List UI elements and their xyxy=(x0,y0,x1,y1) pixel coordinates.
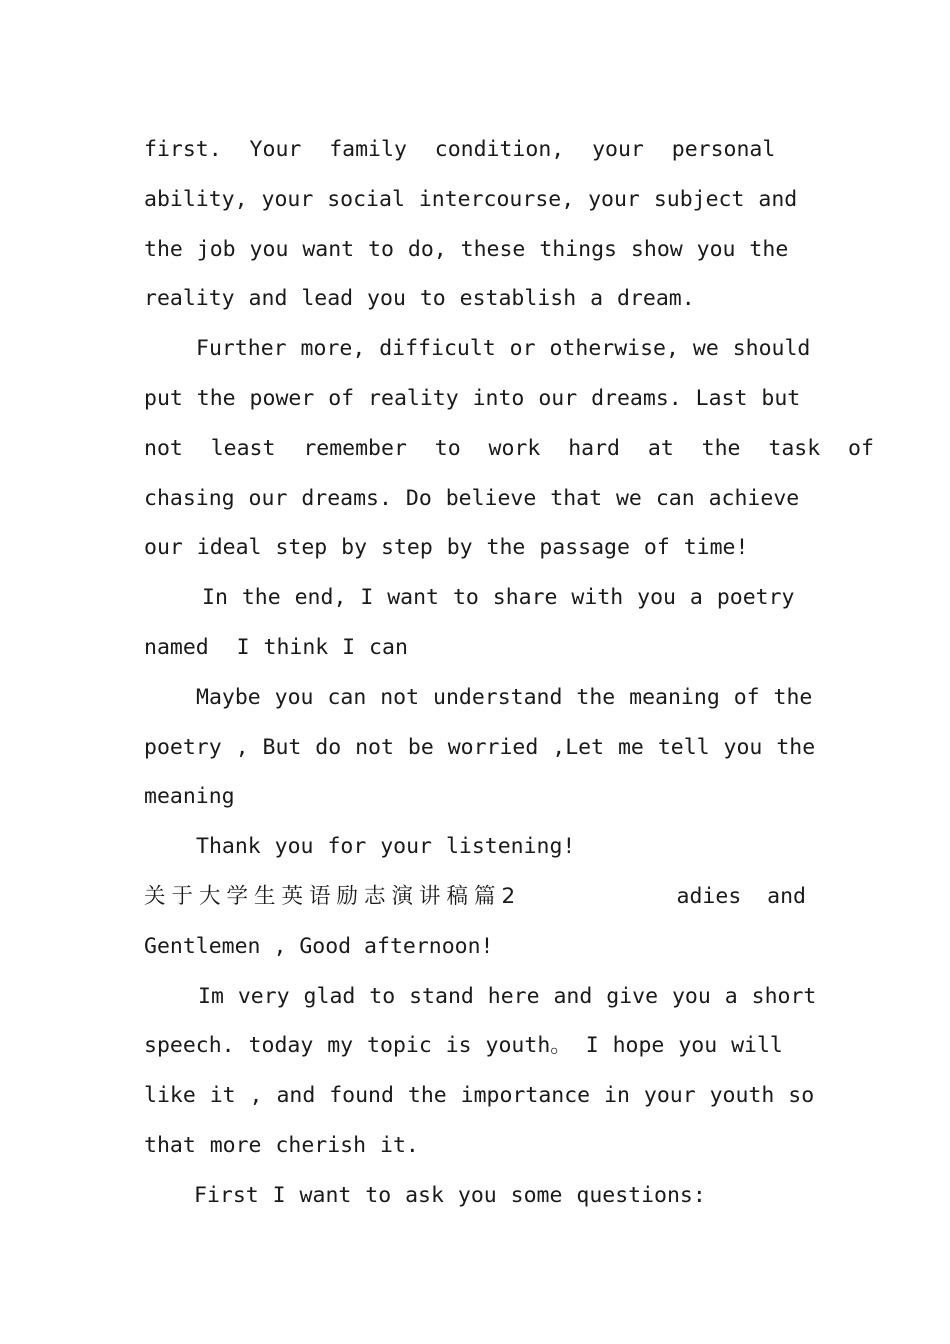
paragraph-further-more xyxy=(144,324,874,573)
paragraph-family-condition xyxy=(144,125,806,324)
text-line: speech. today my topic is youth。 I hope you will xyxy=(144,1033,783,1059)
text-line: our ideal step by step by the passage of time! xyxy=(144,535,749,561)
text-line: Im very glad to stand here and give you a short xyxy=(198,983,817,1009)
text-line: meaning xyxy=(144,784,235,810)
text-line: ability, your social intercourse, your subject and xyxy=(144,186,798,212)
text-line: chasing our dreams. Do believe that we can achieve xyxy=(144,485,800,511)
text-line: In the end, I want to share with you a poetry xyxy=(202,585,795,611)
text-line: poetry , But do not be worried ,Let me tell you the xyxy=(144,734,816,760)
text-line: First I want to ask you some questions: xyxy=(194,1182,706,1208)
text-line: Further more, difficult or otherwise, we should xyxy=(196,336,811,362)
paragraph-first-questions xyxy=(144,1171,806,1221)
heading-line-1 xyxy=(144,872,806,922)
text-line: named I think I can xyxy=(144,634,408,660)
paragraph-glad-to-stand xyxy=(144,972,817,1171)
section-heading xyxy=(144,872,806,972)
text-line: like it , and found the importance in your youth so xyxy=(144,1083,815,1109)
text-line: that more cherish it. xyxy=(144,1132,419,1158)
text-line: reality and lead you to establish a dream. xyxy=(144,286,695,312)
paragraph-thank-you xyxy=(144,822,806,872)
document-body xyxy=(144,125,874,1221)
heading-line-2: Gentlemen , Good afternoon! xyxy=(144,933,494,959)
heading-trailing-text: adies and xyxy=(676,883,806,909)
paragraph-in-the-end xyxy=(144,573,806,673)
text-line: first. Your family condition, your personal xyxy=(144,137,776,162)
text-line: Maybe you can not understand the meaning of the xyxy=(196,684,813,710)
heading-cjk-title: 关于大学生英语励志演讲稿篇2 xyxy=(144,883,522,909)
text-line: not least remember to work hard at the task of xyxy=(144,435,874,461)
paragraph-maybe xyxy=(144,673,816,822)
text-line: put the power of reality into our dreams. Last but xyxy=(144,385,801,411)
text-line: the job you want to do, these things show you the xyxy=(144,236,789,262)
text-line: Thank you for your listening! xyxy=(196,834,576,860)
